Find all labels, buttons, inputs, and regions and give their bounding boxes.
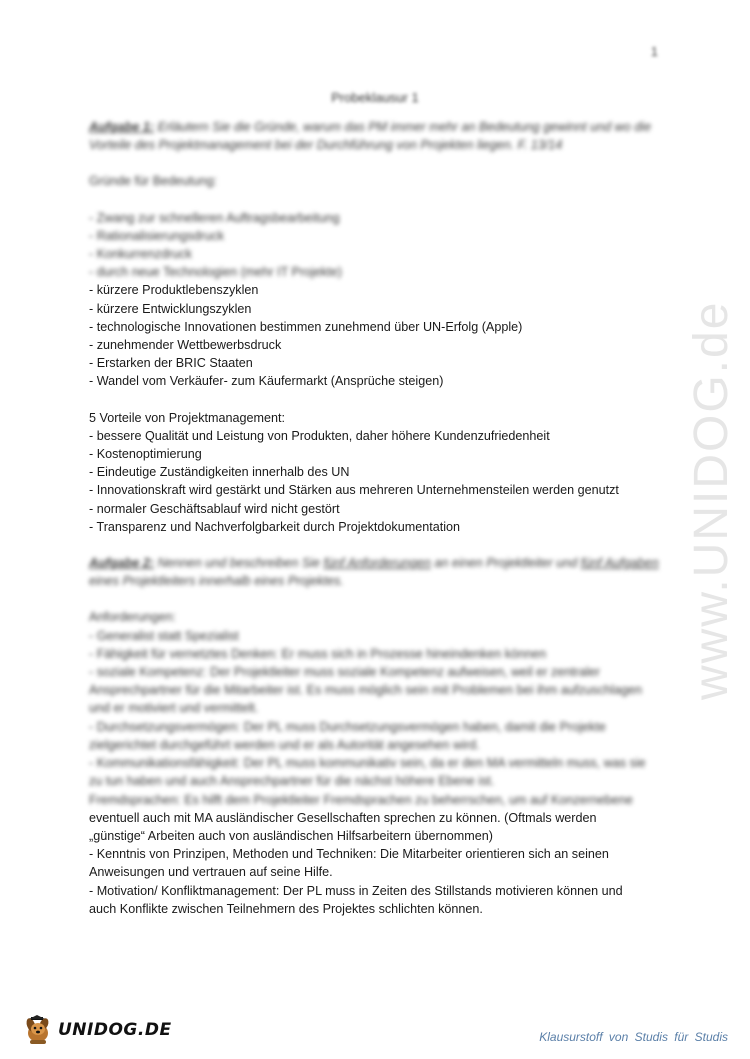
list-item: - soziale Kompetenz: Der Projektleiter muss soziale Kompetenz aufweisen, weil er zentraler: [89, 665, 600, 680]
list-item: zu tun haben und auch Ansprechpartner für die nächst höhere Ebene ist.: [89, 774, 495, 789]
logo-text: UNIDOG.DE: [58, 1020, 172, 1040]
task2-question: Aufgabe 2: Nennen und beschreiben Sie fünf Anforderungen an einen Projektleiter und fünf Aufgaben eines Projektleiters innerhalb eines Projektes.: [89, 554, 659, 590]
list-item: - Durchsetzungsvermögen: Der PL muss Durchsetzungsvermögen haben, damit die Projekte: [89, 719, 606, 734]
list-item: - Kommunikationsfähigkeit: Der PL muss kommunikativ sein, da er den MA vermitteln muss, was sie: [89, 756, 646, 771]
list-item: - Rationalisierungsdruck: [89, 228, 225, 243]
task1-question: [89, 118, 659, 154]
watermark-text: www.UNIDOG.de: [685, 300, 738, 700]
list-item: Anweisungen und vertrauen auf seine Hilfe.: [89, 865, 333, 880]
task1-question-line1: Erläutern Sie die Gründe, warum das PM immer mehr an Bedeutung gewinnt und wo die: [157, 120, 652, 134]
list-item: eventuell auch mit MA ausländischer Gesellschaften sprechen zu können. (Oftmals werden: [89, 810, 597, 825]
list-item: - Konkurrenzdruck: [89, 247, 192, 262]
list-item: - bessere Qualität und Leistung von Produkten, daher höhere Kundenzufriedenheit: [89, 428, 550, 443]
advantages-list: [89, 427, 659, 536]
list-item: - Zwang zur schnelleren Auftragsbearbeitung: [89, 210, 340, 225]
list-item: - Kostenoptimierung: [89, 447, 202, 462]
list-item: - Erstarken der BRIC Staaten: [89, 356, 253, 371]
list-item: „günstige“ Arbeiten auch von ausländischen Hilfsarbeitern übernommen): [89, 828, 493, 843]
list-item: - normaler Geschäftsablauf wird nicht gestört: [89, 501, 340, 516]
advantages-heading: 5 Vorteile von Projektmanagement:: [89, 410, 286, 425]
task1-label: Aufgabe 1:: [89, 120, 155, 134]
list-item: Ansprechpartner für die Mitarbeiter ist. Es muss möglich sein mit Problemen bei ihm aufzuschlagen: [89, 683, 642, 698]
task1-question-line2: Vorteile des Projektmanagement bei der Durchführung von Projekten liegen. F. 13/14: [89, 138, 563, 153]
list-item: - Generalist statt Spezialist: [89, 628, 239, 643]
list-item: und er motiviert und vermittelt.: [89, 701, 259, 716]
list-item: zielgerichtet durchgeführt werden und er als Autorität angesehen wird.: [89, 737, 480, 752]
requirements-blurred: [89, 627, 659, 809]
unidog-logo[interactable]: [22, 1012, 172, 1048]
requirements-clear: [89, 809, 659, 918]
list-item: - Motivation/ Konfliktmanagement: Der PL muss in Zeiten des Stillstands motivieren können und: [89, 883, 623, 898]
reasons-heading: Gründe für Bedeutung:: [89, 174, 218, 189]
task2-label: Aufgabe 2:: [89, 556, 155, 571]
list-item: - kürzere Produktlebenszyklen: [89, 283, 259, 298]
requirements-heading: Anforderungen:: [89, 610, 176, 625]
task2-question-line2: eines Projektleiters innerhalb eines Projektes.: [89, 574, 344, 589]
list-item: - Eindeutige Zuständigkeiten innerhalb des UN: [89, 465, 350, 480]
document-body: [89, 118, 659, 918]
list-item: auch Konflikte zwischen Teilnehmern des Projektes schlichten können.: [89, 901, 483, 916]
reasons-list: [89, 209, 659, 391]
list-item: - technologische Innovationen bestimmen zunehmend über UN-Erfolg (Apple): [89, 319, 523, 334]
list-item: - kürzere Entwicklungszyklen: [89, 301, 252, 316]
footer-tagline: Klausurstoff von Studis für Studis: [539, 1030, 728, 1044]
list-item: - Kenntnis von Prinzipen, Methoden und Techniken: Die Mitarbeiter orientieren sich an seinen: [89, 847, 609, 862]
list-item: - Fähigkeit für vernetztes Denken: Er muss sich in Prozesse hineindenken können: [89, 646, 547, 661]
list-item: - zunehmender Wettbewerbsdruck: [89, 338, 282, 353]
document-title: Probeklausur 1: [331, 90, 419, 105]
list-item: Fremdsprachen: Es hilft dem Projektleiter Fremdsprachen zu beherrschen, um auf Konzernebene: [89, 792, 633, 807]
page-number: 1: [650, 44, 658, 59]
list-item: - Wandel vom Verkäufer- zum Käufermarkt (Ansprüche steigen): [89, 374, 444, 389]
list-item: - Innovationskraft wird gestärkt und Stärken aus mehreren Unternehmensteilen werden genutzt: [89, 483, 619, 498]
list-item: - durch neue Technologien (mehr IT Projekte): [89, 265, 342, 280]
list-item: - Transparenz und Nachverfolgbarkeit durch Projektdokumentation: [89, 519, 461, 534]
dog-mascot-icon: [22, 1013, 56, 1047]
